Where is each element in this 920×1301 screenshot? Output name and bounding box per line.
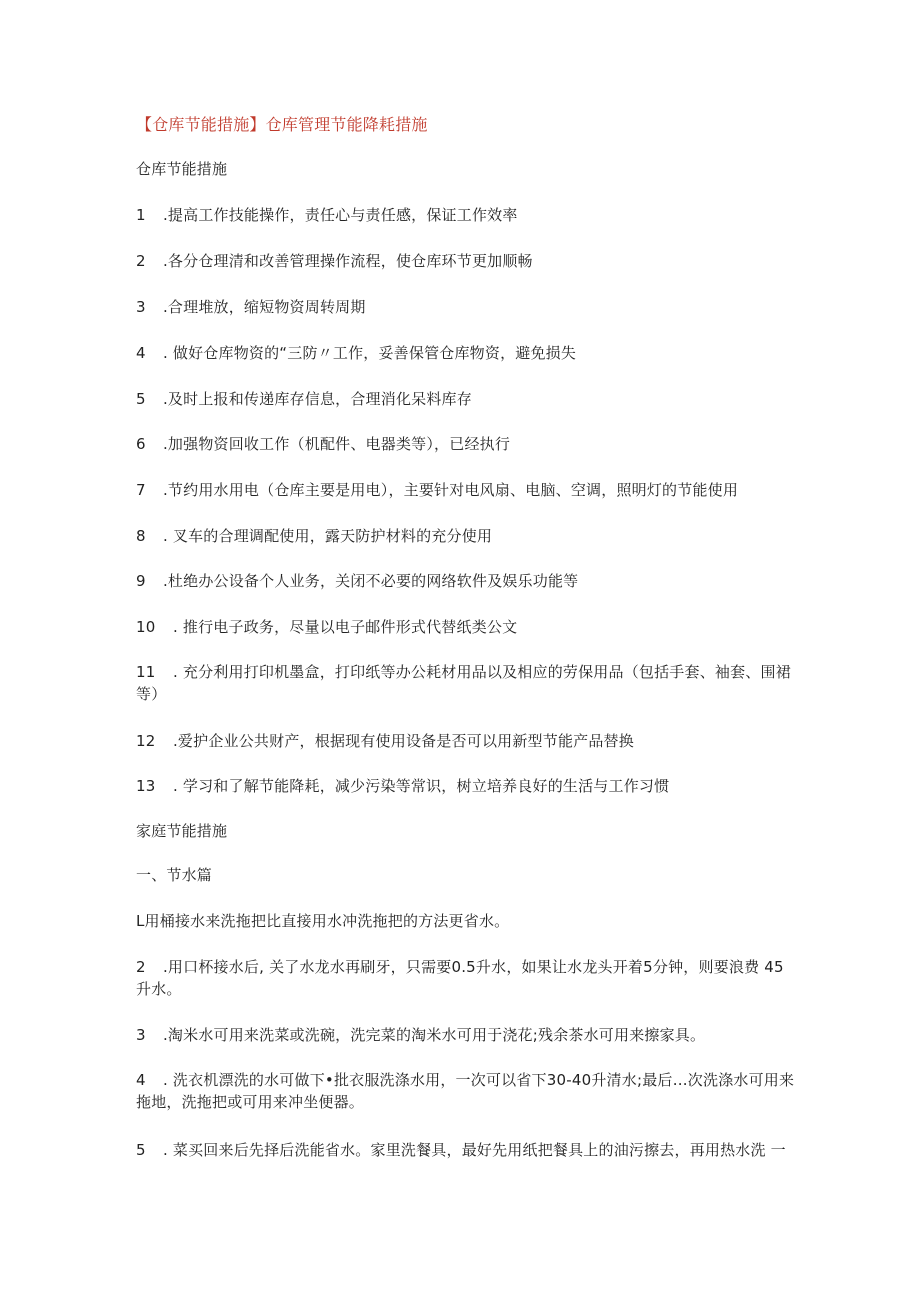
item-number: 9 (136, 572, 146, 590)
item-text: . 充分利用打印机墨盒，打印纸等办公耗材用品以及相应的劳保用品（包括手套、袖套、围裙等） (136, 663, 791, 703)
list-item (136, 479, 796, 501)
item-text: . 洗衣机漂洗的水可做下•批衣服洗涤水用，一次可以省下30-40升清水;最后…次洗涤水可用来拖地，洗拖把或可用来冲坐便器。 (136, 1071, 795, 1111)
item-text: .提高工作技能操作，责任心与责任感，保证工作效率 (162, 206, 518, 224)
item-number: 6 (136, 435, 146, 453)
document-title: 【仓库节能措施】仓库管理节能降耗措施 (136, 115, 428, 134)
list-item (136, 956, 796, 1000)
list-item (136, 570, 796, 592)
item-number: 13 (136, 777, 156, 795)
item-text: . 菜买回来后先择后洗能省水。家里洗餐具，最好先用纸把餐具上的油污擦去，再用热水洗 一 (162, 1141, 786, 1159)
list-item (136, 1024, 796, 1046)
list-item (136, 204, 796, 226)
item-number: 1 (136, 206, 146, 224)
item-number: 2 (136, 958, 146, 976)
item-text: .淘米水可用来洗菜或洗碗，洗完菜的淘米水可用于浇花;残余茶水可用来擦家具。 (162, 1026, 706, 1044)
item-text: .及时上报和传递库存信息，合理消化呆料库存 (162, 390, 472, 408)
list-item (136, 342, 796, 364)
list-item (136, 433, 796, 455)
item-number: 3 (136, 1026, 146, 1044)
list-item (136, 296, 796, 318)
item-number: 8 (136, 527, 146, 545)
item-number: 4 (136, 1071, 146, 1089)
home-heading: 家庭节能措施 (136, 822, 228, 840)
item-number: 5 (136, 390, 146, 408)
list-item (136, 525, 796, 547)
item-text: . 推行电子政务，尽量以电子邮件形式代替纸类公文 (172, 618, 518, 636)
list-item (136, 910, 796, 932)
list-item (136, 730, 796, 752)
item-number: 5 (136, 1141, 146, 1159)
item-text: .各分仓理清和改善管理操作流程，使仓库环节更加顺畅 (162, 252, 533, 270)
item-text: .加强物资回收工作（机配件、电器类等），已经执行 (162, 435, 511, 453)
item-number: 4 (136, 344, 146, 362)
item-text: .杜绝办公设备个人业务，关闭不必要的网络软件及娱乐功能等 (162, 572, 579, 590)
warehouse-heading: 仓库节能措施 (136, 160, 228, 178)
item-text: .合理堆放，缩短物资周转周期 (162, 298, 366, 316)
list-item (136, 616, 796, 638)
home-subheading: 一、节水篇 (136, 866, 213, 884)
item-text: .爱护企业公共财产，根据现有使用设备是否可以用新型节能产品替换 (172, 732, 634, 750)
list-item (136, 1069, 796, 1113)
list-item (136, 1139, 796, 1161)
item-text: . 学习和了解节能降耗，减少污染等常识，树立培养良好的生活与工作习惯 (172, 777, 670, 795)
list-item (136, 661, 796, 705)
item-text: L用桶接水来洗拖把比直接用水冲洗拖把的方法更省水。 (136, 912, 510, 930)
list-item (136, 388, 796, 410)
item-number: 10 (136, 618, 156, 636)
item-number: 12 (136, 732, 156, 750)
list-item (136, 775, 796, 797)
item-number: 7 (136, 481, 146, 499)
item-text: . 叉车的合理调配使用，露天防护材料的充分使用 (162, 527, 493, 545)
item-number: 3 (136, 298, 146, 316)
item-text: . 做好仓库物资的“三防〃工作，妥善保管仓库物资，避免损失 (162, 344, 577, 362)
item-number: 2 (136, 252, 146, 270)
item-text: .节约用水用电（仓库主要是用电），主要针对电风扇、电脑、空调，照明灯的节能使用 (162, 481, 739, 499)
list-item (136, 250, 796, 272)
item-number: 11 (136, 663, 156, 681)
item-text: .用口杯接水后, 关了水龙水再刷牙，只需要0.5升水，如果让水龙头开着5分钟，则要浪费 45升水。 (136, 958, 784, 998)
